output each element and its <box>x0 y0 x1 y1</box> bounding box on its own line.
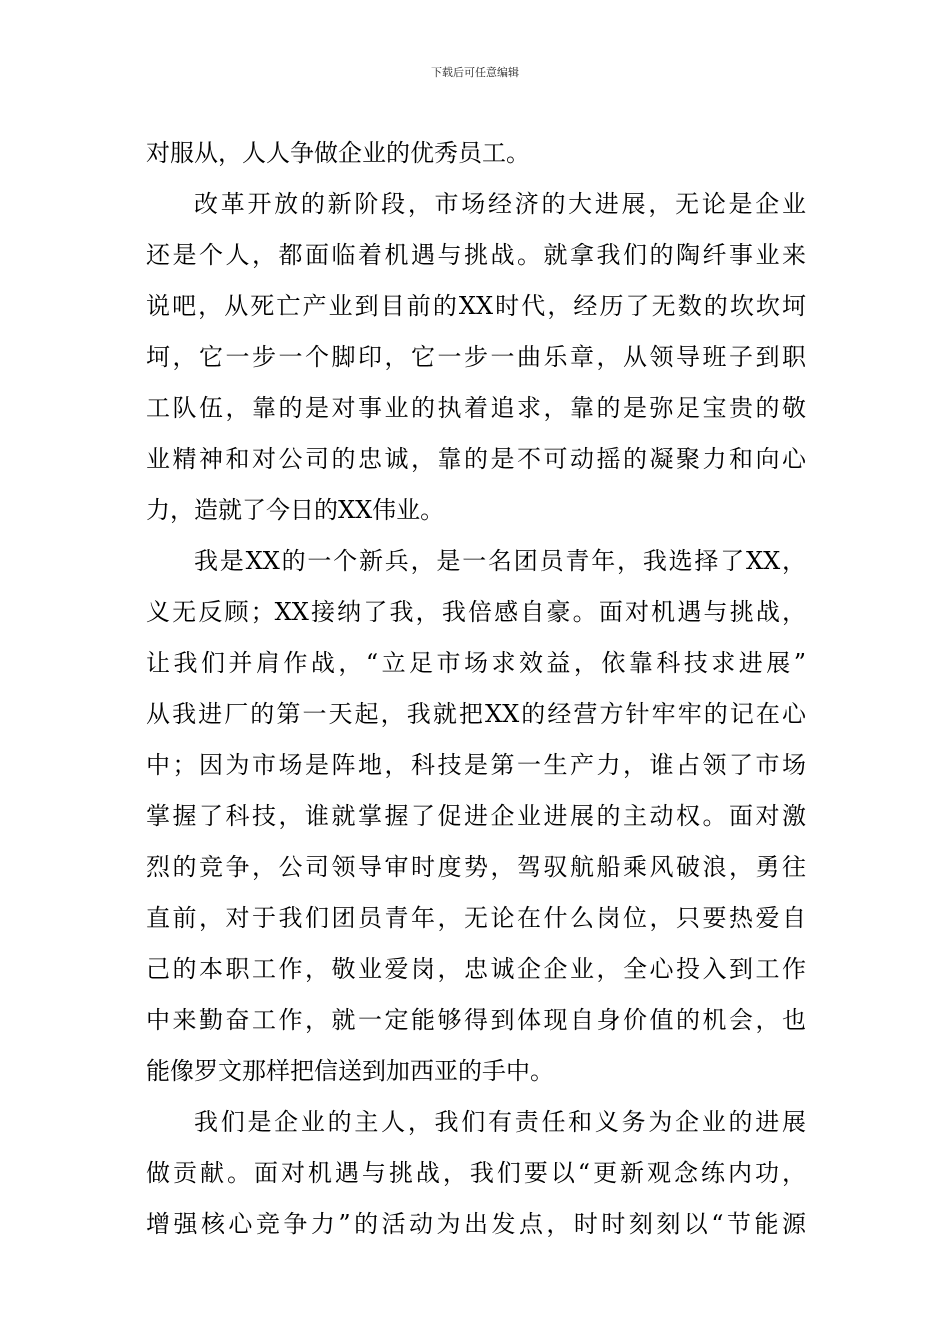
text-line: 烈的竞争，公司领导审时度势，驾驭航船乘风破浪，勇往 <box>146 853 806 881</box>
text-line: 从我进厂的第一天起，我就把XX的经营方针牢牢的记在心 <box>146 700 806 728</box>
text-line: 增强核心竞争力”的活动为出发点，时时刻刻以“节能源 <box>146 1210 806 1238</box>
text-line: 我们是企业的主人，我们有责任和义务为企业的进展 <box>194 1108 806 1136</box>
text-line: 让我们并肩作战，“立足市场求效益，依靠科技求进展” <box>146 649 806 677</box>
text-line: 改革开放的新阶段，市场经济的大进展，无论是企业 <box>194 190 806 218</box>
text-line: 掌握了科技，谁就掌握了促进企业进展的主动权。面对激 <box>146 802 806 830</box>
text-line: 工队伍，靠的是对事业的执着追求，靠的是弥足宝贵的敬 <box>146 394 806 422</box>
text-line: 坷，它一步一个脚印，它一步一曲乐章，从领导班子到职 <box>146 343 806 371</box>
text-line: 对服从，人人争做企业的优秀员工。 <box>146 139 530 167</box>
text-line: 说吧，从死亡产业到目前的XX时代，经历了无数的坎坎坷 <box>146 292 806 320</box>
text-line: 中；因为市场是阵地，科技是第一生产力，谁占领了市场 <box>146 751 806 779</box>
text-line: 直前，对于我们团员青年，无论在什么岗位，只要热爱自 <box>146 904 806 932</box>
text-line: 己的本职工作，敬业爱岗，忠诚企企业，全心投入到工作 <box>146 955 806 983</box>
text-line: 力，造就了今日的XX伟业。 <box>146 496 445 524</box>
page-header: 下载后可任意编辑 <box>431 66 519 79</box>
text-line: 做贡献。面对机遇与挑战，我们要以“更新观念练内功， <box>146 1159 806 1187</box>
text-line: 义无反顾；XX接纳了我，我倍感自豪。面对机遇与挑战， <box>146 598 806 626</box>
document-body <box>146 128 806 1250</box>
text-line: 业精神和对公司的忠诚，靠的是不可动摇的凝聚力和向心 <box>146 445 806 473</box>
text-line: 能像罗文那样把信送到加西亚的手中。 <box>146 1057 554 1085</box>
text-line: 中来勤奋工作，就一定能够得到体现自身价值的机会，也 <box>146 1006 806 1034</box>
text-line: 我是XX的一个新兵，是一名团员青年，我选择了XX， <box>194 547 806 575</box>
text-line: 还是个人，都面临着机遇与挑战。就拿我们的陶纤事业来 <box>146 241 806 269</box>
